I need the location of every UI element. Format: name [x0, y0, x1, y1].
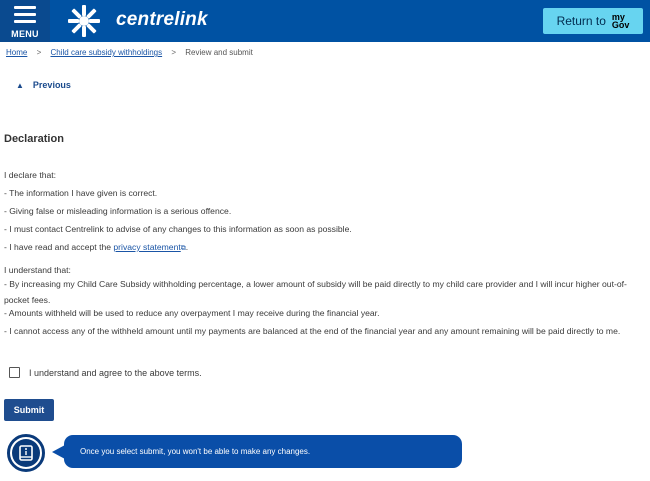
understand-item: - I cannot access any of the withheld amount until my payments are balanced at the end of the financial year and any amount remaining will be paid directly to me.	[4, 326, 621, 336]
mygov-logo	[612, 13, 630, 29]
privacy-suffix: .	[185, 242, 189, 252]
declare-intro: I declare that:	[4, 170, 57, 180]
help-button[interactable]	[7, 434, 45, 472]
centrelink-star-icon[interactable]	[67, 4, 101, 38]
help-inner	[12, 439, 40, 467]
declare-item: - I must contact Centrelink to advise of any changes to this information as soon as possible.	[4, 224, 352, 234]
external-link-icon: ⧉	[180, 245, 186, 252]
declare-item: - Giving false or misleading information is a serious offence.	[4, 206, 232, 216]
help-book-icon	[19, 445, 33, 461]
breadcrumb-current: Review and submit	[185, 48, 253, 57]
return-label: Return to	[556, 14, 606, 28]
submit-button[interactable]: Submit	[4, 399, 54, 421]
agree-checkbox[interactable]	[9, 367, 20, 378]
understand-item: - By increasing my Child Care Subsidy withholding percentage, a lower amount of subsidy will be paid directly to my child care provider and I will incur higher out-of-pocket fees.	[4, 279, 627, 305]
understand-intro: I understand that:	[4, 265, 71, 275]
breadcrumb-separator: >	[171, 48, 177, 57]
menu-button[interactable]	[0, 0, 50, 42]
help-tooltip: Once you select submit, you won't be able to make any changes.	[64, 435, 462, 468]
breadcrumb-home[interactable]: Home	[6, 48, 28, 57]
understand-item: - Amounts withheld will be used to reduce any overpayment I may receive during the financial year.	[4, 308, 380, 318]
agree-checkbox-row[interactable]	[9, 367, 202, 378]
previous-button[interactable]	[16, 80, 71, 90]
agree-label[interactable]: I understand and agree to the above terms.	[29, 367, 202, 378]
chevron-up-icon: ▲	[16, 80, 24, 90]
privacy-line	[4, 239, 644, 257]
mygov-line2: Gov	[611, 20, 630, 30]
privacy-statement-link[interactable]: privacy statement	[113, 242, 181, 252]
declaration-heading: Declaration	[4, 133, 64, 145]
previous-label: Previous	[32, 80, 71, 90]
declare-item: - The information I have given is correct.	[4, 188, 158, 198]
breadcrumb-child-care[interactable]: Child care subsidy withholdings	[50, 48, 163, 57]
centrelink-logo-text[interactable]: centrelink	[116, 9, 208, 30]
privacy-prefix: - I have read and accept the	[4, 242, 114, 252]
return-to-mygov-button[interactable]	[543, 8, 643, 34]
menu-label: MENU	[11, 29, 39, 39]
hamburger-icon	[14, 6, 36, 27]
breadcrumb	[6, 48, 253, 57]
mygov-line1: my	[611, 12, 625, 22]
site-header	[0, 0, 650, 42]
breadcrumb-separator: >	[36, 48, 42, 57]
